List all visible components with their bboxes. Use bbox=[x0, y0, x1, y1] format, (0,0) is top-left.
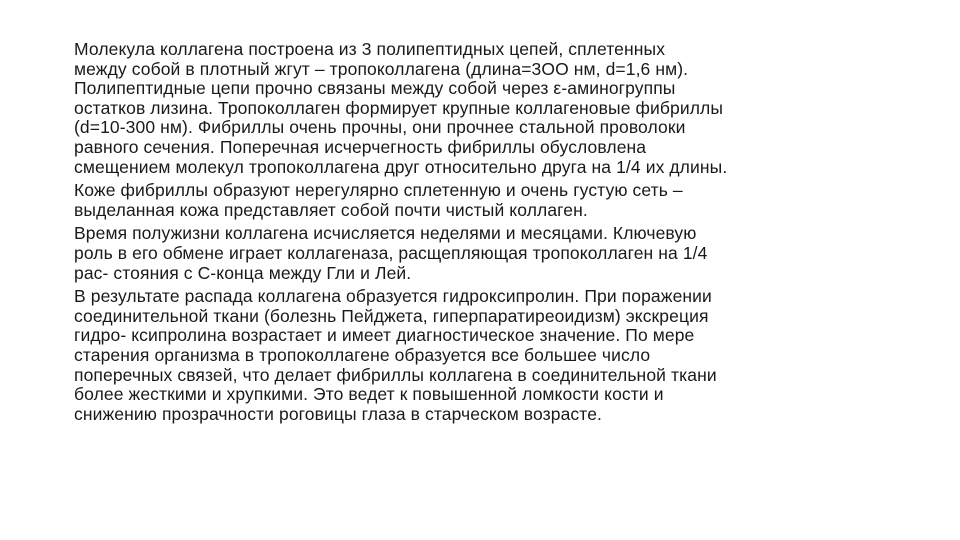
paragraph-skin-fibrils: Коже фибриллы образуют нерегулярно сплетенную и очень густую сеть – выделанная кожа представляет собой почти чистый коллаген. bbox=[74, 180, 683, 220]
slide-text-body bbox=[74, 40, 904, 428]
paragraph-collagen-half-life: Время полужизни коллагена исчисляется неделями и месяцами. Ключевую роль в его обмене играет коллагеназа, расщепляющая тропоколлаген на 1/4 рас- стояния с С-конца между Гли и Лей. bbox=[74, 223, 708, 283]
paragraph-collagen-degradation: В результате распада коллагена образуется гидроксипролин. При поражении соединительной ткани (болезнь Пейджета, гиперпаратиреоидизм) экскреция гидро- ксипролина возрастает и имеет диагностическое значение. По мере старения организма в тропоколлагене образуется все большее число поперечных связей, что делает фибриллы коллагена в соединительной ткани более жесткими и хрупкими. Это ведет к повышенной ломкости кости и снижению прозрачности роговицы глаза в старческом возрасте. bbox=[74, 286, 717, 424]
paragraph-collagen-structure: Молекула коллагена построена из 3 полипептидных цепей, сплетенных между собой в плотный жгут – тропоколлагена (длина=3ОО нм, d=1,6 нм). Полипептидные цепи прочно связаны между собой через ε-аминогруппы остатков лизина. Тропоколлаген формирует крупные коллагеновые фибриллы (d=10-300 нм). Фибриллы очень прочны, они прочнее стальной проволоки равного сечения. Поперечная исчерчегность фибриллы обусловлена смещением молекул тропоколлагена друг относительно друга на 1/4 их длины. bbox=[74, 39, 728, 177]
